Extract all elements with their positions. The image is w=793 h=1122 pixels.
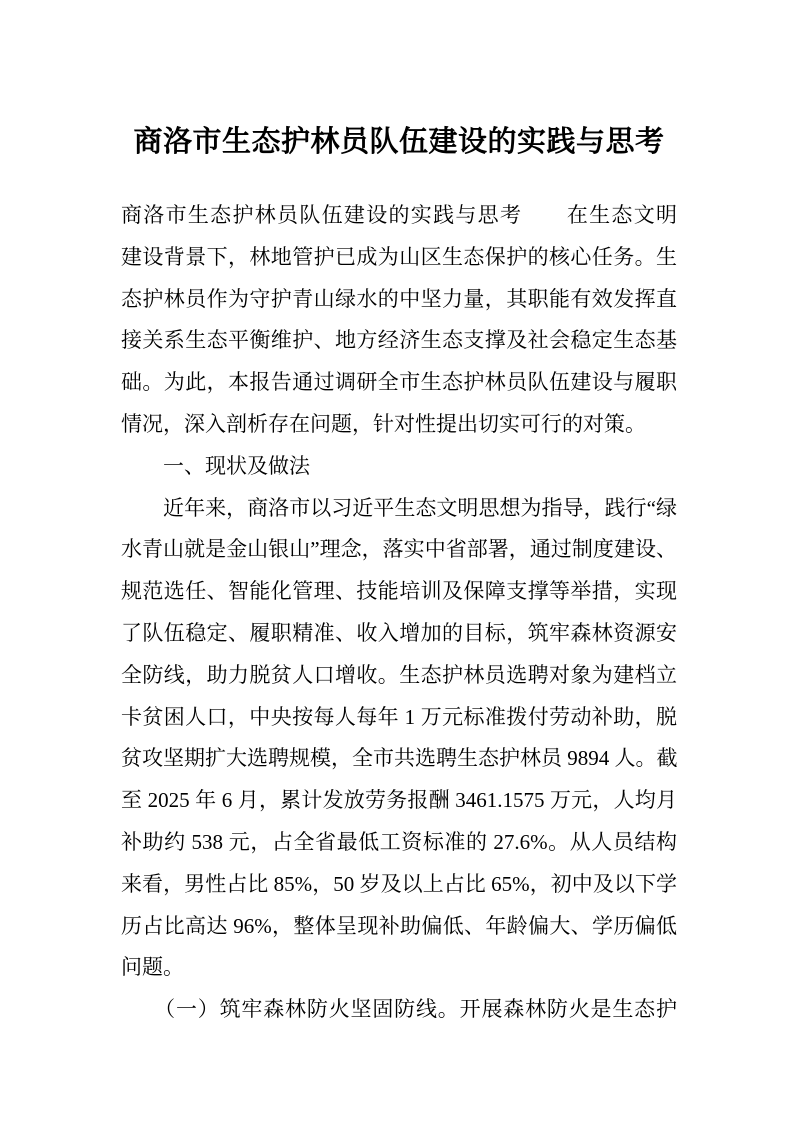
text-line: 近年来，商洛市以习近平生态文明思想为指导，践行“绿 <box>121 495 677 520</box>
paragraph-section-1-overview <box>121 488 677 990</box>
text-line: 础。为此，本报告通过调研全市生态护林员队伍建设与履职 <box>121 370 677 395</box>
text-line: 历占比高达 96%，整体呈现补助偏低、年龄偏大、学历偏低 <box>121 913 677 938</box>
text-line: 问题。 <box>121 955 184 980</box>
text-line: （一）筑牢森林防火坚固防线。开展森林防火是生态护 <box>121 997 677 1022</box>
paragraph-section-1-heading <box>121 446 677 488</box>
text-line: 卡贫困人口，中央按每人每年 1 万元标准拨付劳动补助，脱 <box>121 704 677 729</box>
text-line: 规范选任、智能化管理、技能培训及保障支撑等举措，实现 <box>121 579 677 604</box>
paragraph-intro <box>121 195 677 446</box>
text-line: 接关系生态平衡维护、地方经济生态支撑及社会稳定生态基 <box>121 328 677 353</box>
text-line: 商洛市生态护林员队伍建设的实践与思考 在生态文明 <box>121 203 677 227</box>
text-line: 全防线，助力脱贫人口增收。生态护林员选聘对象为建档立 <box>121 662 677 687</box>
text-line: 态护林员作为守护青山绿水的中坚力量，其职能有效发挥直 <box>121 286 677 311</box>
text-line: 一、现状及做法 <box>121 453 310 478</box>
paragraph-section-1-sub-1 <box>121 989 677 1031</box>
text-line: 了队伍稳定、履职精准、收入增加的目标，筑牢森林资源安 <box>121 620 677 645</box>
document-title: 商洛市生态护林员队伍建设的实践与思考 <box>133 126 665 158</box>
text-line: 贫攻坚期扩大选聘规模，全市共选聘生态护林员 9894 人。截 <box>121 746 678 771</box>
text-line: 水青山就是金山银山”理念，落实中省部署，通过制度建设、 <box>121 537 677 562</box>
document-body <box>121 195 677 1031</box>
text-line: 至 2025 年 6 月，累计发放劳务报酬 3461.1575 万元，人均月 <box>121 788 677 813</box>
text-line: 建设背景下，林地管护已成为山区生态保护的核心任务。生 <box>121 244 677 269</box>
text-line: 情况，深入剖析存在问题，针对性提出切实可行的对策。 <box>121 411 646 436</box>
text-line: 补助约 538 元，占全省最低工资标准的 27.6%。从人员结构 <box>121 829 677 854</box>
text-line: 来看，男性占比 85%，50 岁及以上占比 65%，初中及以下学 <box>121 871 677 896</box>
